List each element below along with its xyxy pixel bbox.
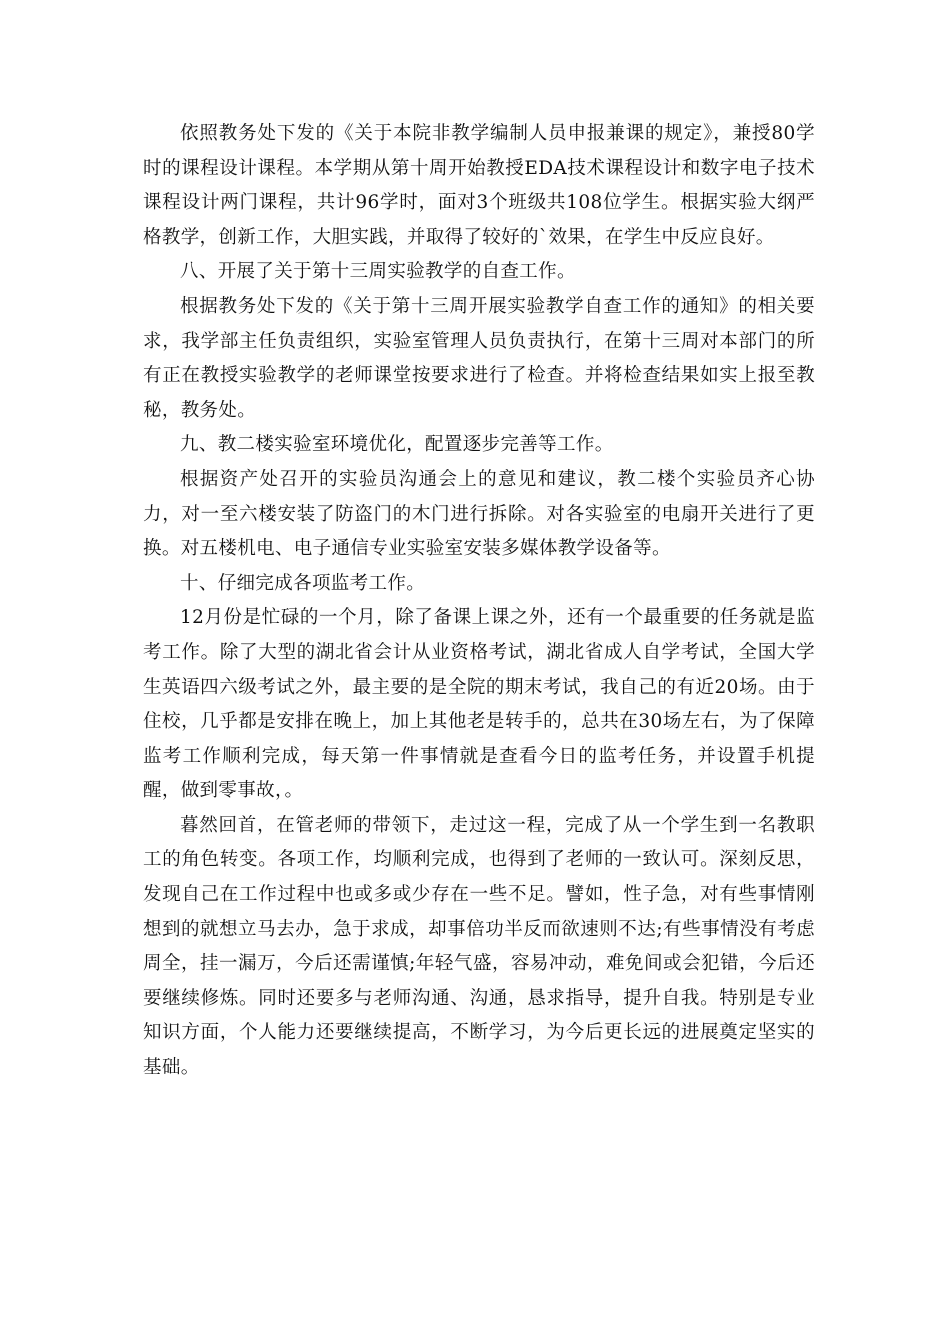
section-heading-8: 八、开展了关于第十三周实验教学的自查工作。 <box>180 261 576 283</box>
paragraph-self-inspection: 根据教务处下发的《关于第十三周开展实验教学自查工作的通知》的相关要求，我学部主任负责组织，实验室管理人员负责执行，在第十三周对本部门的所有正在教授实验教学的老师课堂按要求进行了检查。并将检查结果如实上报至教秘，教务处。 <box>143 295 815 421</box>
section-heading-9: 九、教二楼实验室环境优化，配置逐步完善等工作。 <box>180 434 614 456</box>
document-body <box>143 117 815 1086</box>
paragraph-teaching-courses: 依照教务处下发的《关于本院非教学编制人员申报兼课的规定》，兼授80学时的课程设计课程。本学期从第十周开始教授EDA技术课程设计和数字电子技术课程设计两门课程，共计96学时，面对3个班级共108位学生。根据实验大纲严格教学，创新工作，大胆实践，并取得了较好的`效果，在学生中反应良好。 <box>143 123 815 248</box>
paragraph-lab-environment: 根据资产处召开的实验员沟通会上的意见和建议，教二楼个实验员齐心协力，对一至六楼安装了防盗门的木门进行拆除。对各实验室的电扇开关进行了更换。对五楼机电、电子通信专业实验室安装多媒体教学设备等。 <box>143 468 815 560</box>
section-heading-10: 十、仔细完成各项监考工作。 <box>180 572 426 594</box>
paragraph-exam-invigilation: 12月份是忙碌的一个月，除了备课上课之外，还有一个最重要的任务就是监考工作。除了大型的湖北省会计从业资格考试，湖北省成人自学考试，全国大学生英语四六级考试之外，最主要的是全院的期末考试，我自己的有近20场。由于住校，几乎都是安排在晚上，加上其他老是转手的，总共在30场左右，为了保障监考工作顺利完成，每天第一件事情就是查看今日的监考任务，并设置手机提醒，做到零事故，。 <box>143 607 815 802</box>
paragraph-reflection: 暮然回首，在管老师的带领下，走过这一程，完成了从一个学生到一名教职工的角色转变。各项工作，均顺利完成，也得到了老师的一致认可。深刻反思，发现自己在工作过程中也或多或少存在一些不足。譬如，性子急，对有些事情刚想到的就想立马去办，急于求成，却事倍功半反而欲速则不达;有些事情没有考虑周全，挂一漏万，今后还需谨慎;年轻气盛，容易冲动，难免间或会犯错，今后还要继续修炼。同时还要多与老师沟通、沟通，恳求指导，提升自我。特别是专业知识方面，个人能力还要继续提高，不断学习，为今后更长远的进展奠定坚实的基础。 <box>143 814 815 1079</box>
